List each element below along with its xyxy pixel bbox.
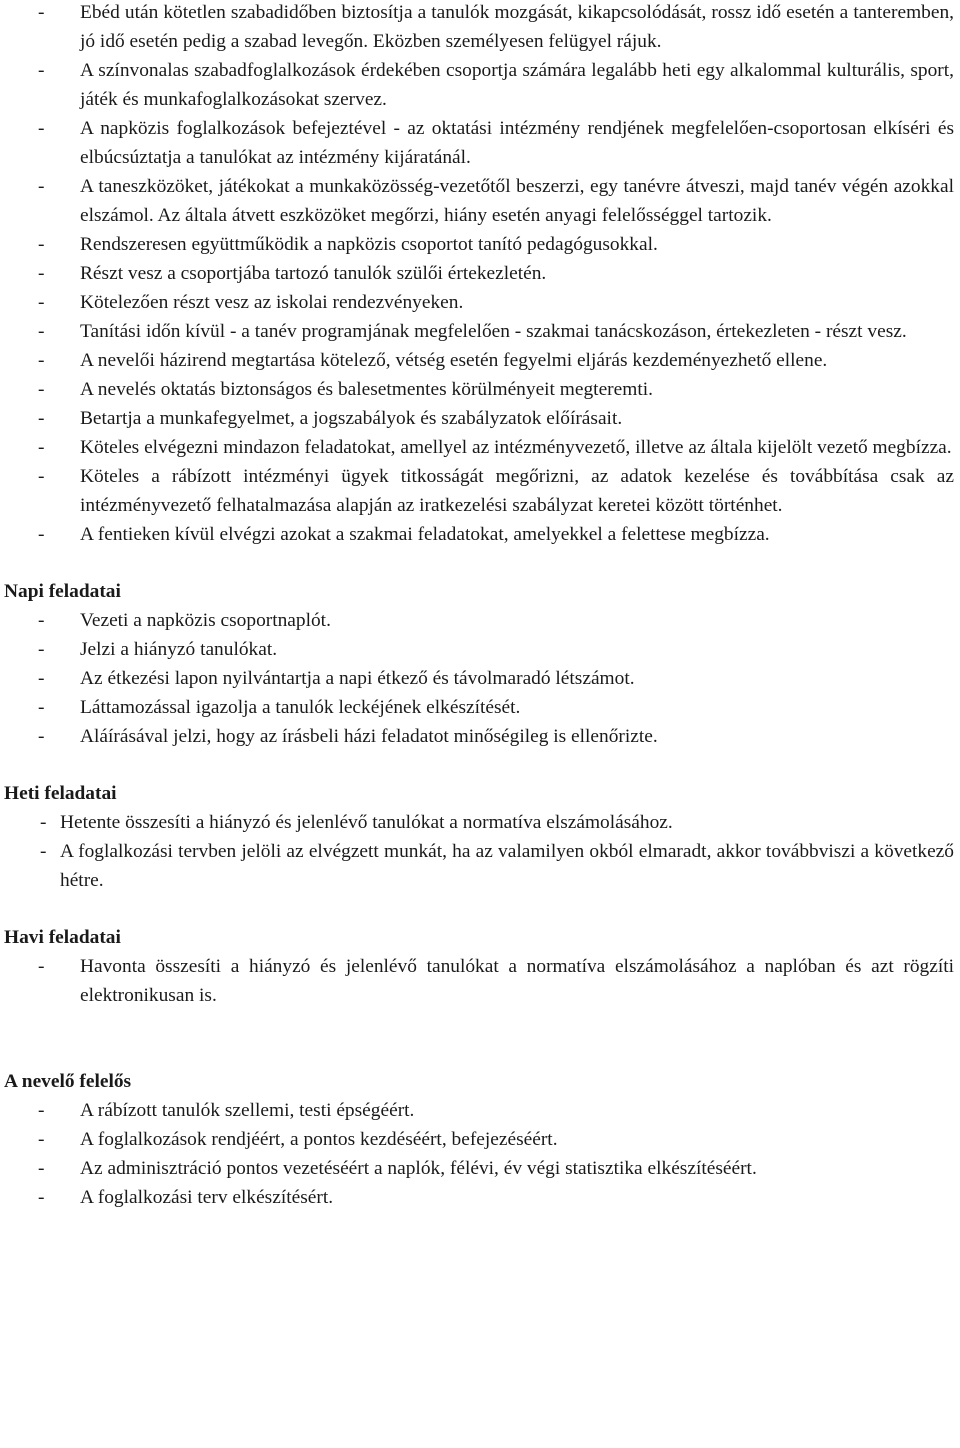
list-item: [0, 837, 958, 895]
list-dash: -: [38, 524, 45, 545]
list-dash: -: [38, 437, 45, 458]
list-dash: -: [38, 610, 45, 631]
list-item-text: A foglalkozási tervben jelöli az elvégzett munkát, ha az valamilyen okból elmaradt, akkor továbbviszi a következő hétre.: [60, 841, 954, 891]
list-item-text: Jelzi a hiányzó tanulókat.: [80, 639, 278, 660]
list-item: [0, 346, 958, 375]
list-item: [0, 404, 958, 433]
list-item: [0, 1154, 958, 1183]
list-item: [0, 808, 958, 837]
list-item-text: Aláírásával jelzi, hogy az írásbeli házi feladatot minőségileg is ellenőrizte.: [80, 726, 658, 747]
list-item: [0, 635, 958, 664]
list-item: [0, 172, 958, 230]
spacer: [0, 895, 958, 923]
list-item: [0, 56, 958, 114]
list-dash: -: [38, 466, 45, 487]
list-item-text: Havonta összesíti a hiányzó és jelenlévő tanulókat a normatíva elszámolásához a naplóban és azt rögzíti elektronikusan is.: [80, 956, 954, 1006]
list-item-text: Betartja a munkafegyelmet, a jogszabályok és szabályzatok előírásait.: [80, 408, 623, 429]
list-item-text: A fentieken kívül elvégzi azokat a szakmai feladatokat, amelyekkel a felettese megbízza.: [80, 524, 770, 545]
list-dash: -: [38, 726, 45, 747]
list-item-text: Az adminisztráció pontos vezetéséért a naplók, félévi, év végi statisztika elkészítéséért.: [80, 1158, 757, 1179]
list-item-text: Köteles elvégezni mindazon feladatokat, amellyel az intézményvezető, illetve az általa kijelölt vezető megbízza.: [80, 437, 952, 458]
list-dash: -: [38, 379, 45, 400]
list-dash: -: [40, 841, 47, 862]
list-item-text: A foglalkozások rendjéért, a pontos kezdéséért, befejezéséért.: [80, 1129, 558, 1150]
list-dash: -: [38, 60, 45, 81]
list-item: [0, 114, 958, 172]
list-item: [0, 433, 958, 462]
list-dash: -: [38, 639, 45, 660]
list-dash: -: [38, 118, 45, 139]
list-item: [0, 693, 958, 722]
list-dash: -: [38, 1100, 45, 1121]
list-item-text: A nevelés oktatás biztonságos és balesetmentes körülményeit megteremti.: [80, 379, 653, 400]
list-item-text: Rendszeresen együttműködik a napközis csoportot tanító pedagógusokkal.: [80, 234, 658, 255]
list-item-text: Tanítási időn kívül - a tanév programjának megfelelően - szakmai tanácskozáson, értekezleten - részt vesz.: [80, 321, 907, 342]
list-dash: -: [38, 668, 45, 689]
list-item: [0, 1096, 958, 1125]
list-item-text: Részt vesz a csoportjába tartozó tanulók szülői értekezletén.: [80, 263, 547, 284]
section-heading-daily: Napi feladatai: [4, 581, 121, 602]
section-heading-responsible: A nevelő felelős: [4, 1071, 132, 1092]
spacer: [0, 549, 958, 577]
list-item-text: A foglalkozási terv elkészítésért.: [80, 1187, 334, 1208]
list-item-text: A színvonalas szabadfoglalkozások érdekében csoportja számára legalább heti egy alkalommal kulturális, sport, játék és munkafoglalkozásokat szervez.: [80, 60, 954, 110]
list-item: [0, 317, 958, 346]
list-dash: -: [38, 263, 45, 284]
list-item-text: Vezeti a napközis csoportnaplót.: [80, 610, 331, 631]
list-dash: -: [38, 321, 45, 342]
monthly-duties-list: [0, 952, 958, 1010]
list-dash: -: [40, 812, 47, 833]
list-item: [0, 952, 958, 1010]
list-dash: -: [38, 1158, 45, 1179]
list-item: [0, 1125, 958, 1154]
responsibilities-list: [0, 1096, 958, 1212]
list-item: [0, 1183, 958, 1212]
list-dash: -: [38, 1187, 45, 1208]
list-item: [0, 520, 958, 549]
section-heading-monthly: Havi feladatai: [4, 927, 121, 948]
list-dash: -: [38, 234, 45, 255]
list-item: [0, 375, 958, 404]
general-duties-list: [0, 0, 958, 549]
list-dash: -: [38, 176, 45, 197]
list-item-text: A napközis foglalkozások befejeztével - az oktatási intézmény rendjének megfelelően-csoportosan elkíséri és elbúcsúztatja a tanulókat az intézmény kijáratánál.: [80, 118, 954, 168]
list-dash: -: [38, 956, 45, 977]
section-heading-weekly: Heti feladatai: [4, 783, 117, 804]
list-item-text: Az étkezési lapon nyilvántartja a napi étkező és távolmaradó létszámot.: [80, 668, 635, 689]
list-item-text: A taneszközöket, játékokat a munkaközösség-vezetőtől beszerzi, egy tanévre átveszi, majd tanév végén azokkal elszámol. Az általa átvett eszközöket megőrzi, hiány esetén anyagi felelősséggel tartozik.: [80, 176, 954, 226]
spacer: [0, 751, 958, 779]
list-dash: -: [38, 2, 45, 23]
list-item: [0, 288, 958, 317]
spacer: [0, 1010, 958, 1067]
list-item-text: A rábízott tanulók szellemi, testi épségéért.: [80, 1100, 415, 1121]
list-dash: -: [38, 697, 45, 718]
list-item-text: Köteles a rábízott intézményi ügyek titkosságát megőrizni, az adatok kezelése és továbbítása csak az intézményvezető felhatalmazása alapján az iratkezelési szabályzat keretei között történhet.: [80, 466, 954, 516]
list-item: [0, 606, 958, 635]
list-item: [0, 664, 958, 693]
list-item-text: Ebéd után kötetlen szabadidőben biztosítja a tanulók mozgását, kikapcsolódását, rossz idő esetén a tanteremben, jó idő esetén pedig a szabad levegőn. Eközben személyesen felügyel rájuk.: [80, 2, 954, 52]
list-dash: -: [38, 1129, 45, 1150]
list-item: [0, 259, 958, 288]
list-dash: -: [38, 408, 45, 429]
list-item: [0, 462, 958, 520]
list-item-text: Láttamozással igazolja a tanulók leckéjének elkészítését.: [80, 697, 521, 718]
daily-duties-list: [0, 606, 958, 751]
list-dash: -: [38, 292, 45, 313]
list-item-text: A nevelői házirend megtartása kötelező, vétség esetén fegyelmi eljárás kezdeményezhető ellene.: [80, 350, 828, 371]
list-item: [0, 230, 958, 259]
list-item-text: Hetente összesíti a hiányzó és jelenlévő tanulókat a normatíva elszámolásához.: [60, 812, 673, 833]
list-dash: -: [38, 350, 45, 371]
list-item: [0, 722, 958, 751]
weekly-duties-list: [0, 808, 958, 895]
list-item: [0, 0, 958, 56]
list-item-text: Kötelezően részt vesz az iskolai rendezvényeken.: [80, 292, 464, 313]
